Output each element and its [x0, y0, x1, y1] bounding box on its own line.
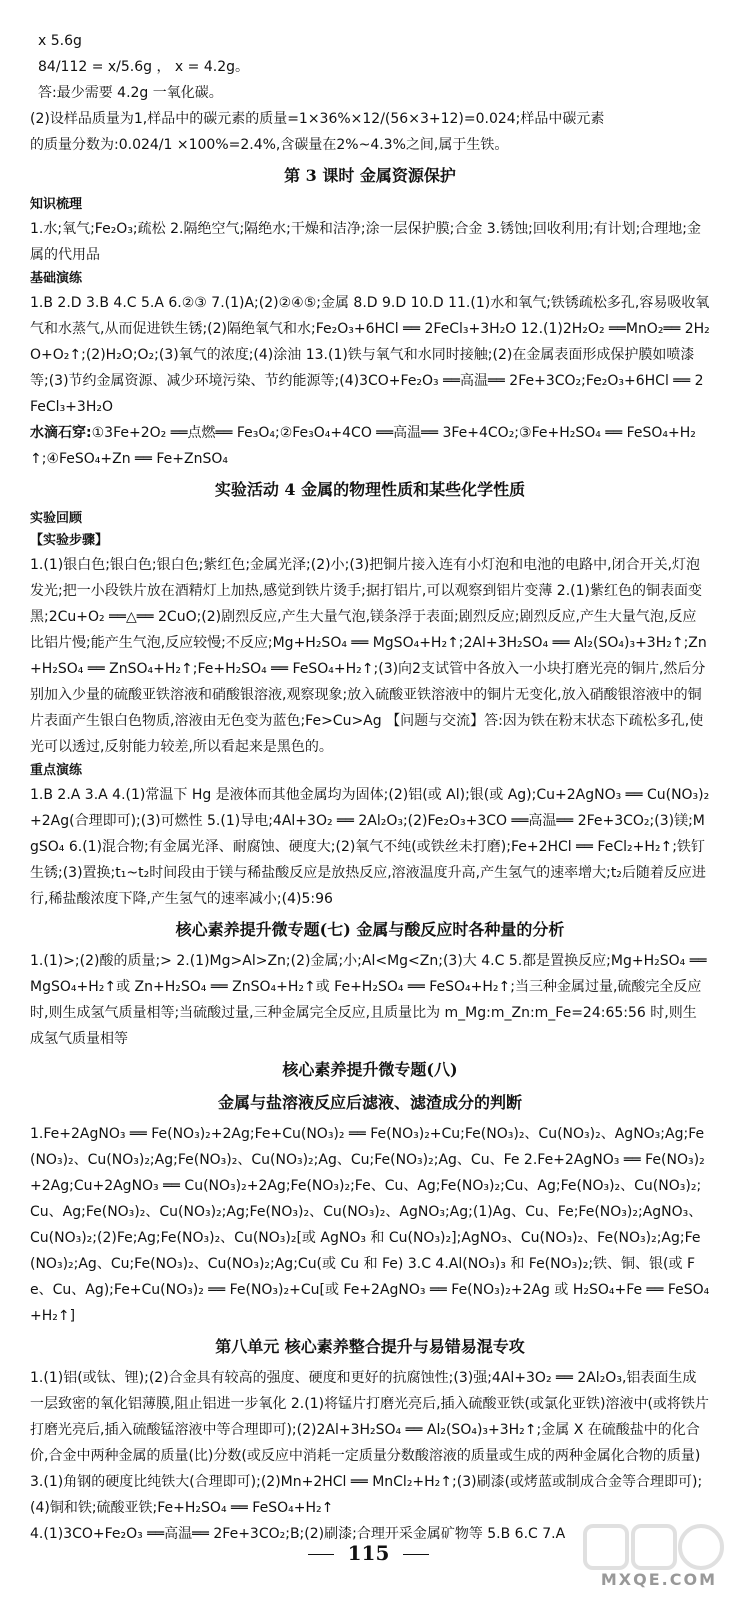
calc-line-1: x 5.6g	[38, 33, 82, 49]
left-dash	[308, 1554, 334, 1555]
calc-line-3: 答:最少需要 4.2g 一氧化碳。	[38, 85, 223, 101]
huigu-label: 实验回顾	[30, 511, 83, 526]
zhongdian-label: 重点演练	[30, 763, 83, 778]
unit-8-last-line: 4.(1)3CO+Fe₂O₃ ══高温══ 2Fe+3CO₂;B;(2)刷漆;合理开采金属矿物等 5.B 6.C 7.A	[30, 1526, 566, 1542]
section-8-heading: 核心素养提升微专题(八)	[282, 1060, 458, 1079]
buzhou-text: 1.(1)银白色;银白色;银白色;紫红色;金属光泽;(2)小;(3)把铜片接入连有小灯泡和电池的电路中,闭合开关,灯泡发光;把一小段铁片放在酒精灯上加热,感觉到铁片烫手;据打铝片,可以观察到铝片变薄 2.(1)紫红色的铜表面变黑;2Cu+O₂ ══△══ 2CuO;(2)剧烈反应,产生大量气泡,镁条浮于表面;剧烈反应;剧烈反应,产生大量气泡,反应比铝片慢;能产生气泡,反应较慢;不反应;Mg+H₂SO₄ ══ MgSO₄+H₂↑;2Al+3H₂SO₄ ══ Al₂(SO₄)₃+3H₂↑;Zn+H₂SO₄ ══ ZnSO₄+H₂↑;Fe+H₂SO₄ ══ FeSO₄+H₂↑;(3)向2支试管中各放入一小块打磨光亮的铜片,然后分别加入少量的硫酸亚铁溶液和硝酸银溶液,观察现象;放入硫酸亚铁溶液中的铜片无变化,放入硝酸银溶液中的铜片表面产生银白色物质,溶液由无色变为蓝色;Fe>Cu>Ag 【问题与交流】答:因为铁在粉末状态下疏松多孔,使光可以透过,反射能力较差,所以看起来是黑色的。	[30, 557, 707, 755]
section-7-heading: 核心素养提升微专题(七) 金属与酸反应时各种量的分析	[175, 920, 565, 939]
shuidi-text: ①3Fe+2O₂ ══点燃══ Fe₃O₄;②Fe₃O₄+4CO ══高温══ 3Fe+4CO₂;③Fe+H₂SO₄ ══ FeSO₄+H₂↑;④FeSO₄+Zn ══ Fe+ZnSO₄	[30, 425, 696, 467]
zhishi-text: 1.水;氧气;Fe₂O₃;疏松 2.隔绝空气;隔绝水;干燥和洁净;涂一层保护膜;合金 3.锈蚀;回收利用;有计划;合理地;金属的代用品	[30, 221, 701, 263]
shuidi-label: 水滴石穿:	[30, 425, 92, 441]
page-number-value: 115	[347, 1541, 390, 1565]
calc-line-4: (2)设样品质量为1,样品中的碳元素的质量=1×36%×12/(56×3+12)=0.024;样品中碳元素	[30, 111, 605, 127]
jichu-text: 1.B 2.D 3.B 4.C 5.A 6.②③ 7.(1)A;(2)②④⑤;金属 8.D 9.D 10.D 11.(1)水和氧气;铁锈疏松多孔,容易吸收氧气和水蒸气,从而促进铁生锈;(2)隔绝氧气和水;Fe₂O₃+6HCl ══ 2FeCl₃+3H₂O 12.(1)2H₂O₂ ══MnO₂══ 2H₂O+O₂↑;(2)H₂O;O₂;(3)氧气的浓度;(4)涂油 13.(1)铁与氧气和水同时接触;(2)在金属表面形成保护膜如喷漆等;(3)节约金属资源、减少环境污染、节约能源等;(4)3CO+Fe₂O₃ ══高温══ 2Fe+3CO₂;Fe₂O₃+6HCl ══ 2FeCl₃+3H₂O	[30, 295, 710, 415]
section-8-text: 1.Fe+2AgNO₃ ══ Fe(NO₃)₂+2Ag;Fe+Cu(NO₃)₂ ══ Fe(NO₃)₂+Cu;Fe(NO₃)₂、Cu(NO₃)₂、AgNO₃;Ag;Fe(NO₃)₂、Cu(NO₃)₂;Ag;Fe(NO₃)₂、Cu(NO₃)₂;Ag、Cu;Fe(NO₃)₂;Ag、Cu、Fe 2.Fe+2AgNO₃ ══ Fe(NO₃)₂+2Ag;Cu+2AgNO₃ ══ Cu(NO₃)₂+2Ag;Fe(NO₃)₂;Fe、Cu、Ag;Fe(NO₃)₂;Cu、Ag;Fe(NO₃)₂、Cu(NO₃)₂;Cu、Ag;Fe(NO₃)₂、Cu(NO₃)₂;Ag;Fe(NO₃)₂、Cu(NO₃)₂、AgNO₃;Ag;(1)Ag、Cu、Fe;Fe(NO₃)₂;AgNO₃、Cu(NO₃)₂;(2)Fe;Ag;Fe(NO₃)₂、Cu(NO₃)₂[或 AgNO₃ 和 Cu(NO₃)₂];AgNO₃、Cu(NO₃)₂、Fe(NO₃)₂;Ag;Fe(NO₃)₂;Ag、Cu;Fe(NO₃)₂、Cu(NO₃)₂;Ag;Cu(或 Cu 和 Fe) 3.C 4.Al(NO₃)₃ 和 Fe(NO₃)₂;铁、铜、银(或 Fe、Cu、Ag);Fe+Cu(NO₃)₂ ══ Fe(NO₃)₂+Cu[或 Fe+2AgNO₃ ══ Fe(NO₃)₂+2Ag 或 H₂SO₄+Fe ══ FeSO₄+H₂↑]	[30, 1126, 710, 1324]
unit-8-heading: 第八单元 核心素养整合提升与易错易混专攻	[215, 1337, 525, 1356]
zhongdian-text: 1.B 2.A 3.A 4.(1)常温下 Hg 是液体而其他金属均为固体;(2)铝(或 Al);银(或 Ag);Cu+2AgNO₃ ══ Cu(NO₃)₂+2Ag(合理即可);(3)可燃性 5.(1)导电;4Al+3O₂ ══ 2Al₂O₃;(2)Fe₂O₃+3CO ══高温══ 2Fe+3CO₂;(3)镁;MgSO₄ 6.(1)混合物;有金属光泽、耐腐蚀、硬度大;(2)氧气不纯(或铁丝未打磨);Fe+2HCl ══ FeCl₂+H₂↑;铁钉生锈;(3)置换;t₁~t₂时间段由于镁与稀盐酸反应是放热反应,溶液温度升高,产生氢气的速率增大;t₂后随着反应进行,稀盐酸浓度下降,产生氢气的速率减小;(4)5:96	[30, 787, 710, 907]
answer-page	[30, 28, 710, 1547]
watermark-text: MXQE.COM	[600, 1570, 717, 1589]
unit-8-text: 1.(1)铝(或钛、锂);(2)合金具有较高的强度、硬度和更好的抗腐蚀性;(3)强;4Al+3O₂ ══ 2Al₂O₃,铝表面生成一层致密的氧化铝薄膜,阻止铝进一步氧化 2.(1)将锰片打磨光亮后,插入硫酸亚铁(或氯化亚铁)溶液中(或将铁片打磨光亮后,插入硫酸锰溶液中等合理即可);(2)2Al+3H₂SO₄ ══ Al₂(SO₄)₃+3H₂↑;金属 X 在硫酸盐中的化合价,合金中两种金属的质量(比)分数(或反应中消耗一定质量分数酸溶液的质量或生成的两种金属化合物的质量) 3.(1)角钢的硬度比纯铁大(合理即可);(2)Mn+2HCl ══ MnCl₂+H₂↑;(3)刷漆(或烤蓝或制成合金等合理即可);(4)铜和铁;硫酸亚铁;Fe+H₂SO₄ ══ FeSO₄+H₂↑	[30, 1370, 709, 1516]
section-exp-heading: 实验活动 4 金属的物理性质和某些化学性质	[214, 480, 526, 499]
calc-line-2: 84/112 = x/5.6g ， x = 4.2g。	[38, 59, 250, 75]
calc-line-5: 的质量分数为:0.024/1 ×100%=2.4%,含碳量在2%~4.3%之间,属于生铁。	[30, 137, 509, 153]
section-3-heading: 第 3 课时 金属资源保护	[284, 166, 456, 185]
jichu-label: 基础演练	[30, 271, 83, 286]
zhishi-label: 知识梳理	[30, 197, 83, 212]
right-dash	[403, 1554, 429, 1555]
shuidi-block	[30, 420, 710, 472]
buzhou-label: 【实验步骤】	[30, 533, 109, 548]
section-7-text: 1.(1)>;(2)酸的质量;> 2.(1)Mg>Al>Zn;(2)金属;小;Al<Mg<Zn;(3)大 4.C 5.都是置换反应;Mg+H₂SO₄ ══ MgSO₄+H₂↑或 Zn+H₂SO₄ ══ ZnSO₄+H₂↑或 Fe+H₂SO₄ ══ FeSO₄+H₂↑;当三种金属过量,硫酸完全反应时,则生成氢气质量相等;当硫酸过量,三种金属完全反应,且质量比为 m_Mg:m_Zn:m_Fe=24:65:56 时,则生成氢气质量相等	[30, 953, 707, 1047]
section-8-subheading: 金属与盐溶液反应后滤液、滤渣成分的判断	[217, 1093, 522, 1112]
